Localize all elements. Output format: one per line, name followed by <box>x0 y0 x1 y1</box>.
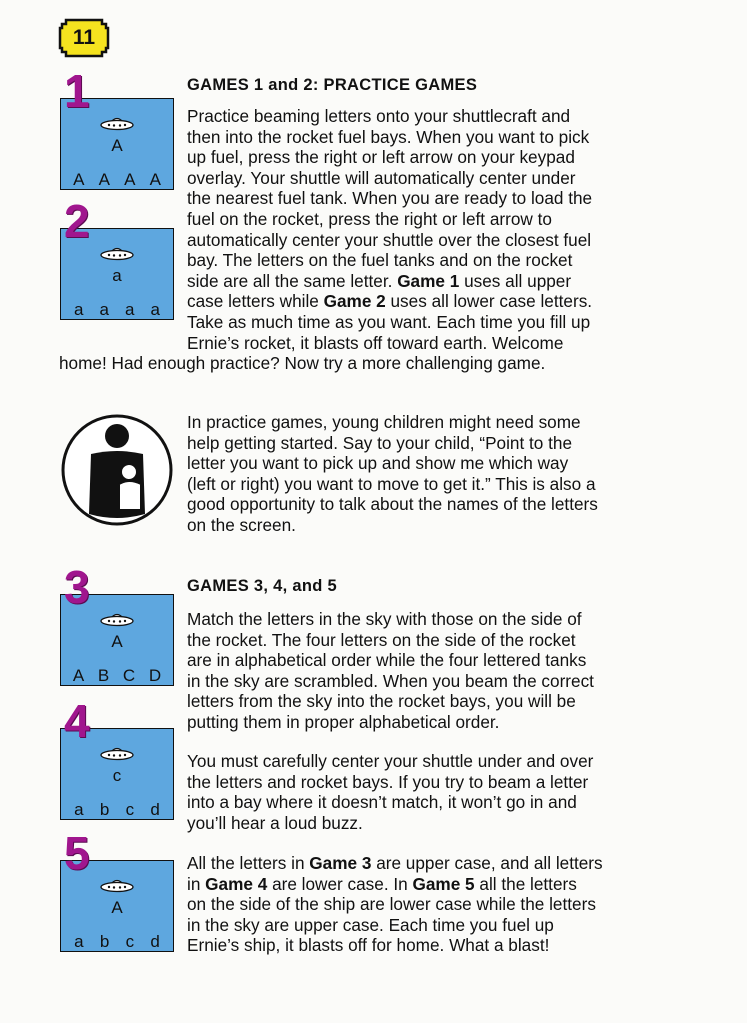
text-line: letters from the sky into the rocket bays, you will be <box>187 691 576 712</box>
text-line: you’ll hear a loud buzz. <box>187 812 363 833</box>
sky-letter: a <box>112 266 122 285</box>
text-line: Match the letters in the sky with those on the side of <box>187 609 582 629</box>
parent-tip-paragraph <box>187 412 687 536</box>
section-heading-practice: GAMES 1 and 2: PRACTICE GAMES <box>187 76 478 94</box>
ufo-icon <box>100 876 134 896</box>
text-line: (left or right) you want to move to get it.” This is also a <box>187 473 596 494</box>
practice-paragraph <box>187 106 687 353</box>
text-line: overlay. Your shuttle will automatically center under <box>187 167 576 188</box>
text-line: into a bay where it doesn’t match, it won’t go in and <box>187 792 577 813</box>
tile-number: 5 <box>64 827 90 879</box>
matching-paragraph <box>187 609 687 733</box>
text-line: up fuel, press the right or left arrow on your keypad <box>187 147 575 168</box>
text-line: automatically center your shuttle over the closest fuel <box>187 229 592 250</box>
text-line: Ernie’s ship, it blasts off for home. What a blast! <box>187 935 550 956</box>
text-line: All the letters in Game 3 are upper case, and all letters <box>187 853 603 873</box>
ufo-icon <box>100 610 134 630</box>
page-number: 11 <box>72 26 96 49</box>
text-line: Practice beaming letters onto your shuttlecraft and <box>187 106 571 126</box>
text-line: You must carefully center your shuttle under and over <box>187 751 594 771</box>
tile-number: 1 <box>64 65 90 117</box>
text-line: Take as much time as you want. Each time you fill up <box>187 311 591 332</box>
case-paragraph <box>187 853 687 956</box>
sky-letter: A <box>111 136 123 155</box>
text-line: on the screen. <box>187 514 296 535</box>
ufo-icon <box>100 744 134 764</box>
text-line: side are all the same letter. Game 1 uses all upper <box>187 270 572 291</box>
text-line: the letters and rocket bays. If you try to beam a letter <box>187 771 589 792</box>
text-line: then into the rocket fuel bays. When you want to pick <box>187 126 590 147</box>
centering-paragraph <box>187 751 687 833</box>
text-line: in the sky are upper case. Each time you fuel up <box>187 914 554 935</box>
text-line: good opportunity to talk about the names of the letters <box>187 494 598 515</box>
text-line: are in alphabetical order while the four lettered tanks <box>187 650 587 671</box>
section-heading-games-3-5: GAMES 3, 4, and 5 <box>187 577 337 595</box>
text-line: the nearest fuel tank. When you are ready to load the <box>187 188 593 209</box>
text-line: help getting started. Say to your child, “Point to the <box>187 432 573 453</box>
text-line: the rocket. The four letters on the side of the rocket <box>187 629 576 650</box>
practice-closing-line: home! Had enough practice? Now try a more challenging game. <box>59 353 546 373</box>
parent-child-icon <box>61 414 173 526</box>
text-line: in Game 4 are lower case. In Game 5 all the letters <box>187 873 577 894</box>
sky-letter: A <box>111 632 123 651</box>
text-line: in the sky are scrambled. When you beam the correct <box>187 670 594 691</box>
tile-number: 3 <box>64 561 90 613</box>
page-number-badge <box>58 18 110 58</box>
text-line: In practice games, young children might need some <box>187 412 581 432</box>
text-line: letter you want to pick up and show me which way <box>187 453 569 474</box>
text-line: Ernie’s rocket, it blasts off toward earth. Welcome <box>187 332 564 353</box>
text-line: case letters while Game 2 uses all lower case letters. <box>187 291 593 312</box>
sky-letter: A <box>111 898 123 917</box>
text-line: on the side of the ship are lower case while the letters <box>187 894 596 915</box>
sky-letter: c <box>112 766 122 785</box>
ufo-icon <box>100 244 134 264</box>
text-line: putting them in proper alphabetical order. <box>187 711 500 732</box>
text-line: fuel on the rocket, press the right or left arrow to <box>187 208 552 229</box>
text-line: bay. The letters on the fuel tanks and on the rocket <box>187 250 573 271</box>
tile-number: 2 <box>64 195 90 247</box>
ufo-icon <box>100 114 134 134</box>
tile-number: 4 <box>64 695 90 747</box>
